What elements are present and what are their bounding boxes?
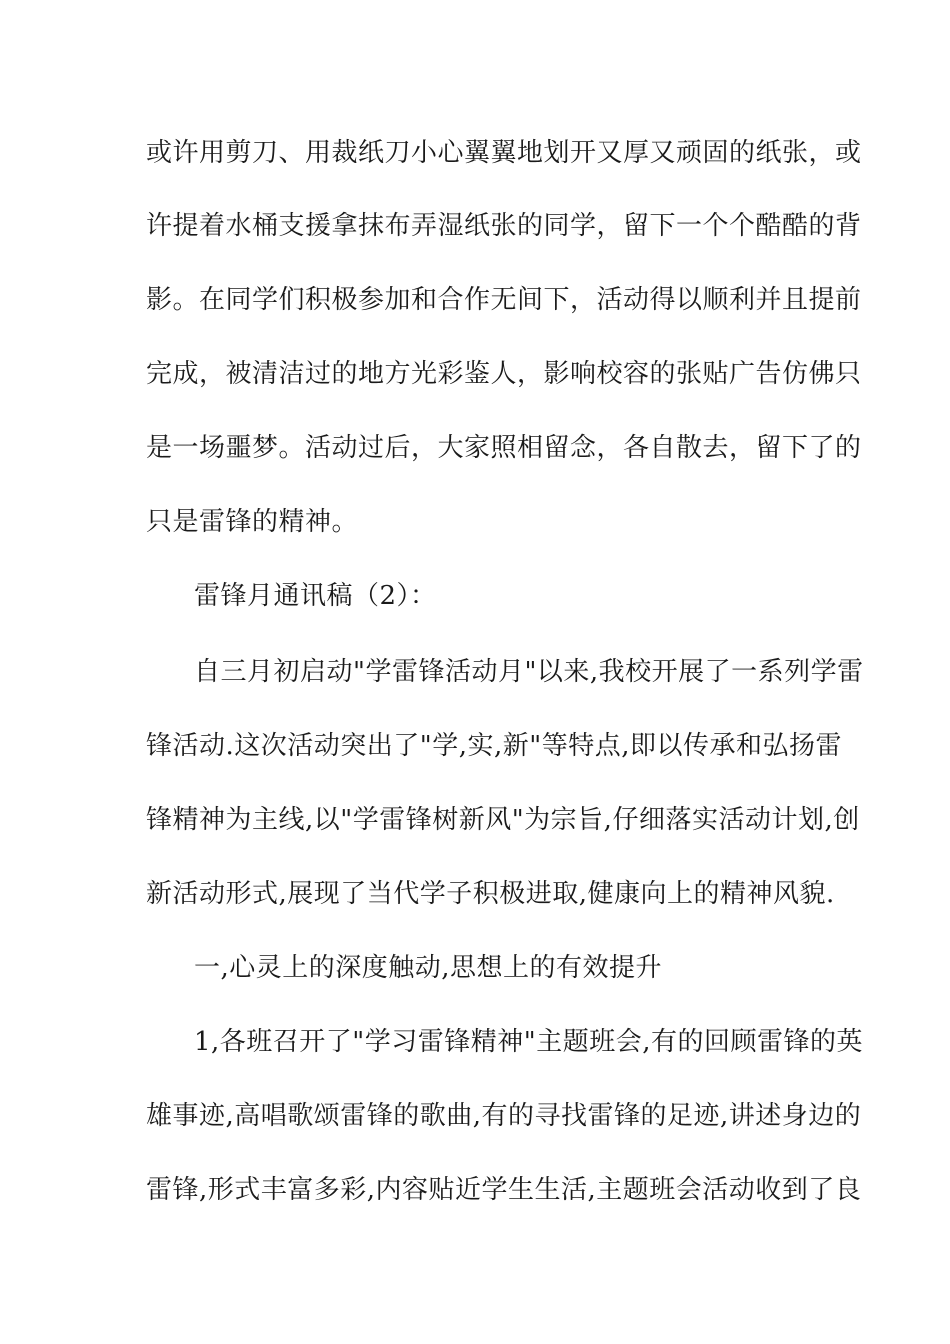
section-heading: 雷锋月通讯稿（2）： [194,581,437,611]
text-line: 许提着水桶支援拿抹布弄湿纸张的同学，留下一个个酷酷的背 [146,211,862,241]
text-line: 或许用剪刀、用裁纸刀小心翼翼地划开又厚又顽固的纸张，或 [146,138,862,168]
text-line: 影。在同学们积极参加和合作无间下，活动得以顺利并且提前 [146,285,862,315]
text-line: 自三月初启动"学雷锋活动月"以来,我校开展了一系列学雷 [194,657,864,687]
text-line: 只是雷锋的精神。 [146,507,359,537]
text-line: 是一场噩梦。活动过后，大家照相留念，各自散去，留下了的 [146,433,862,463]
text-line: 雄事迹,高唱歌颂雷锋的歌曲,有的寻找雷锋的足迹,讲述身边的 [146,1101,862,1131]
text-line: 锋活动.这次活动突出了"学,实,新"等特点,即以传承和弘扬雷 [146,731,842,761]
text-line: 1,各班召开了"学习雷锋精神"主题班会,有的回顾雷锋的英 [194,1027,863,1057]
text-line: 新活动形式,展现了当代学子积极进取,健康向上的精神风貌. [146,879,835,909]
subsection-heading: 一,心灵上的深度触动,思想上的有效提升 [194,953,663,983]
text-line: 完成，被清洁过的地方光彩鉴人，影响校容的张贴广告仿佛只 [146,359,862,389]
text-line: 雷锋,形式丰富多彩,内容贴近学生生活,主题班会活动收到了良 [146,1175,862,1205]
text-line: 锋精神为主线,以"学雷锋树新风"为宗旨,仔细落实活动计划,创 [146,805,860,835]
